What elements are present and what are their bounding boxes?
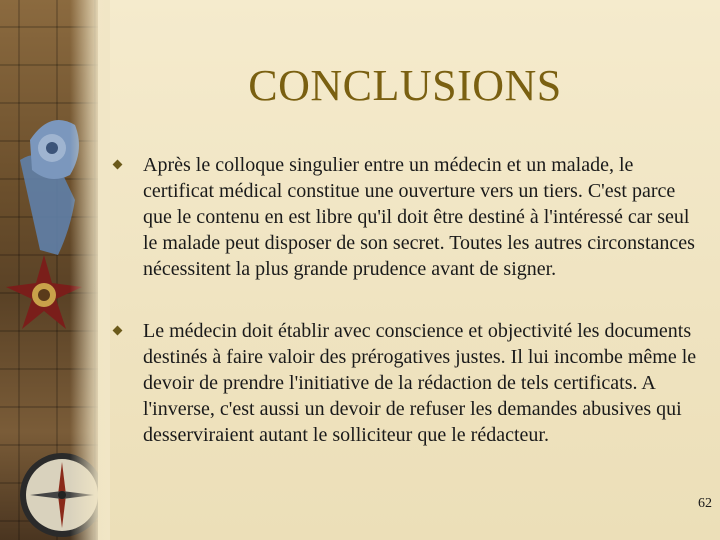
slide-title: CONCLUSIONS	[248, 61, 562, 110]
diamond-bullet-icon	[113, 326, 123, 336]
list-item	[112, 152, 697, 282]
diamond-bullet-icon	[113, 160, 123, 170]
bullet-list	[112, 152, 697, 448]
list-item	[112, 318, 697, 448]
bullet-text: Le médecin doit établir avec conscience et objectivité les documents destinés à faire valoir des prérogatives justes. Il lui incombe même le devoir de prendre l'initiative de la rédaction de tels certificats. A l'inverse, c'est aussi un devoir de refuser les demandes abusives qui desserviraient autant le solliciteur que le rédacteur.	[143, 320, 697, 446]
page-number: 62	[698, 496, 712, 511]
bullet-text: Après le colloque singulier entre un médecin et un malade, le certificat médical constitue une ouverture vers un tiers. C'est parce que le contenu en est libre qu'il doit être destiné à l'intéressé car seul le malade peut disposer de son secret. Toutes les autres circonstances nécessitent la plus grande prudence avant de signer.	[143, 154, 695, 280]
photo-fade	[70, 0, 110, 540]
